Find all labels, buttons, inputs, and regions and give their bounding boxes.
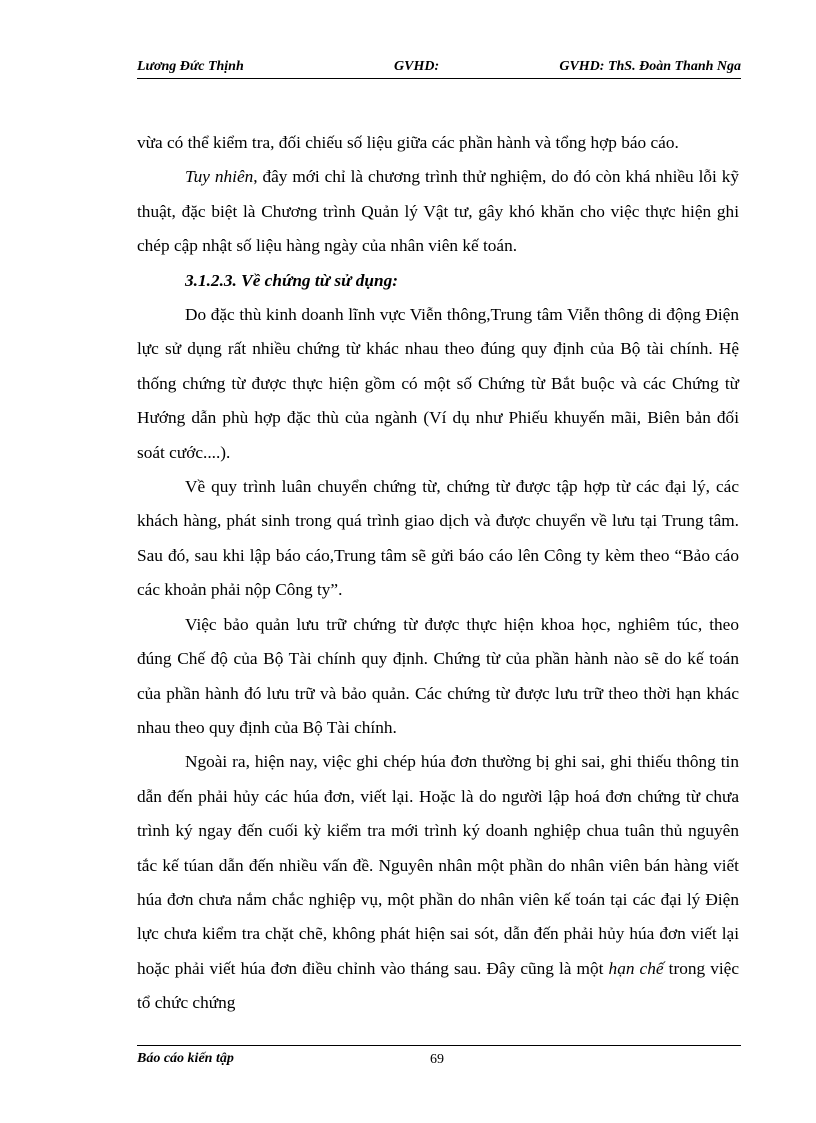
emphasis-tuy-nhien: Tuy nhiên bbox=[185, 167, 254, 187]
header-rule bbox=[137, 78, 741, 79]
page-footer bbox=[137, 1051, 741, 1071]
paragraph-1: vừa có thể kiểm tra, đối chiếu số liệu giữa các phần hành và tổng hợp báo cáo. bbox=[137, 133, 679, 152]
paragraph-3: Do đặc thù kinh doanh lĩnh vực Viễn thông,Trung tâm Viễn thông di động Điện lực sử dụng rất nhiều chứng từ khác nhau theo đúng quy định của Bộ tài chính. Hệ thống chứng từ được thực hiện gồm có một số Chứng từ Bắt buộc và các Chứng từ Hướng dẫn phù hợp đặc thù của ngành (Ví dụ như Phiếu khuyến mãi, Biên bản đối soát cước....). bbox=[137, 305, 739, 462]
emphasis-han-che: hạn chế bbox=[608, 958, 664, 978]
header-supervisor: GVHD: ThS. Đoàn Thanh Nga bbox=[559, 59, 741, 74]
footer-title: Báo cáo kiến tập bbox=[137, 1051, 234, 1066]
header-gvhd-label: GVHD: bbox=[394, 59, 440, 74]
footer-rule bbox=[137, 1045, 741, 1046]
paragraph-6: Ngoài ra, hiện nay, việc ghi chép húa đơn thường bị ghi sai, ghi thiếu thông tin dẫn đến phải hủy các húa đơn, viết lại. Hoặc là do người lập hoá đơn chứng từ chưa trình ký ngay đến cuối kỳ kiểm tra mới trình ký doanh nghiệp chua tuân thủ nguyên tắc kế túan dẫn đến nhiều vấn đề. Nguyên nhân một phần do nhân viên bán hàng viết húa đơn chưa nắm chắc nghiệp vụ, một phần do nhân viên kế toán tại các đại lý Điện lực chưa kiểm tra chặt chẽ, không phát hiện sai sót, dẫn đến phải hủy húa đơn viết lại hoặc phải viết húa đơn điều chỉnh vào tháng sau. Đây cũng là một hạn chế trong việc tổ chức chứng bbox=[137, 752, 739, 1013]
paragraph-4: Về quy trình luân chuyển chứng từ, chứng từ được tập hợp từ các đại lý, các khách hàng, phát sinh trong quá trình giao dịch và được chuyển về lưu tại Trung tâm. Sau đó, sau khi lập báo cáo,Trung tâm sẽ gửi báo cáo lên Công ty kèm theo “Bảo cáo các khoản phải nộp Công ty”. bbox=[137, 477, 739, 600]
page-number: 69 bbox=[430, 1052, 444, 1067]
paragraph-2: Tuy nhiên, đây mới chỉ là chương trình thử nghiệm, do đó còn khá nhiều lỗi kỹ thuật, đặc biệt là Chương trình Quản lý Vật tư, gây khó khăn cho việc thực hiện ghi chép cập nhật số liệu hàng ngày của nhân viên kế toán. bbox=[137, 167, 740, 256]
section-heading: 3.1.2.3. Về chứng từ sử dụng: bbox=[185, 270, 399, 290]
page-header bbox=[137, 57, 741, 77]
body-text bbox=[137, 126, 739, 1021]
paragraph-5: Việc bảo quản lưu trữ chứng từ được thực hiện khoa học, nghiêm túc, theo đúng Chế độ của Bộ Tài chính quy định. Chứng từ của phần hành nào sẽ do kế toán của phần hành đó lưu trữ và bảo quản. Các chứng từ được lưu trữ theo thời hạn khác nhau theo quy định của Bộ Tài chính. bbox=[137, 614, 739, 737]
header-author: Lương Đức Thịnh bbox=[137, 59, 244, 74]
